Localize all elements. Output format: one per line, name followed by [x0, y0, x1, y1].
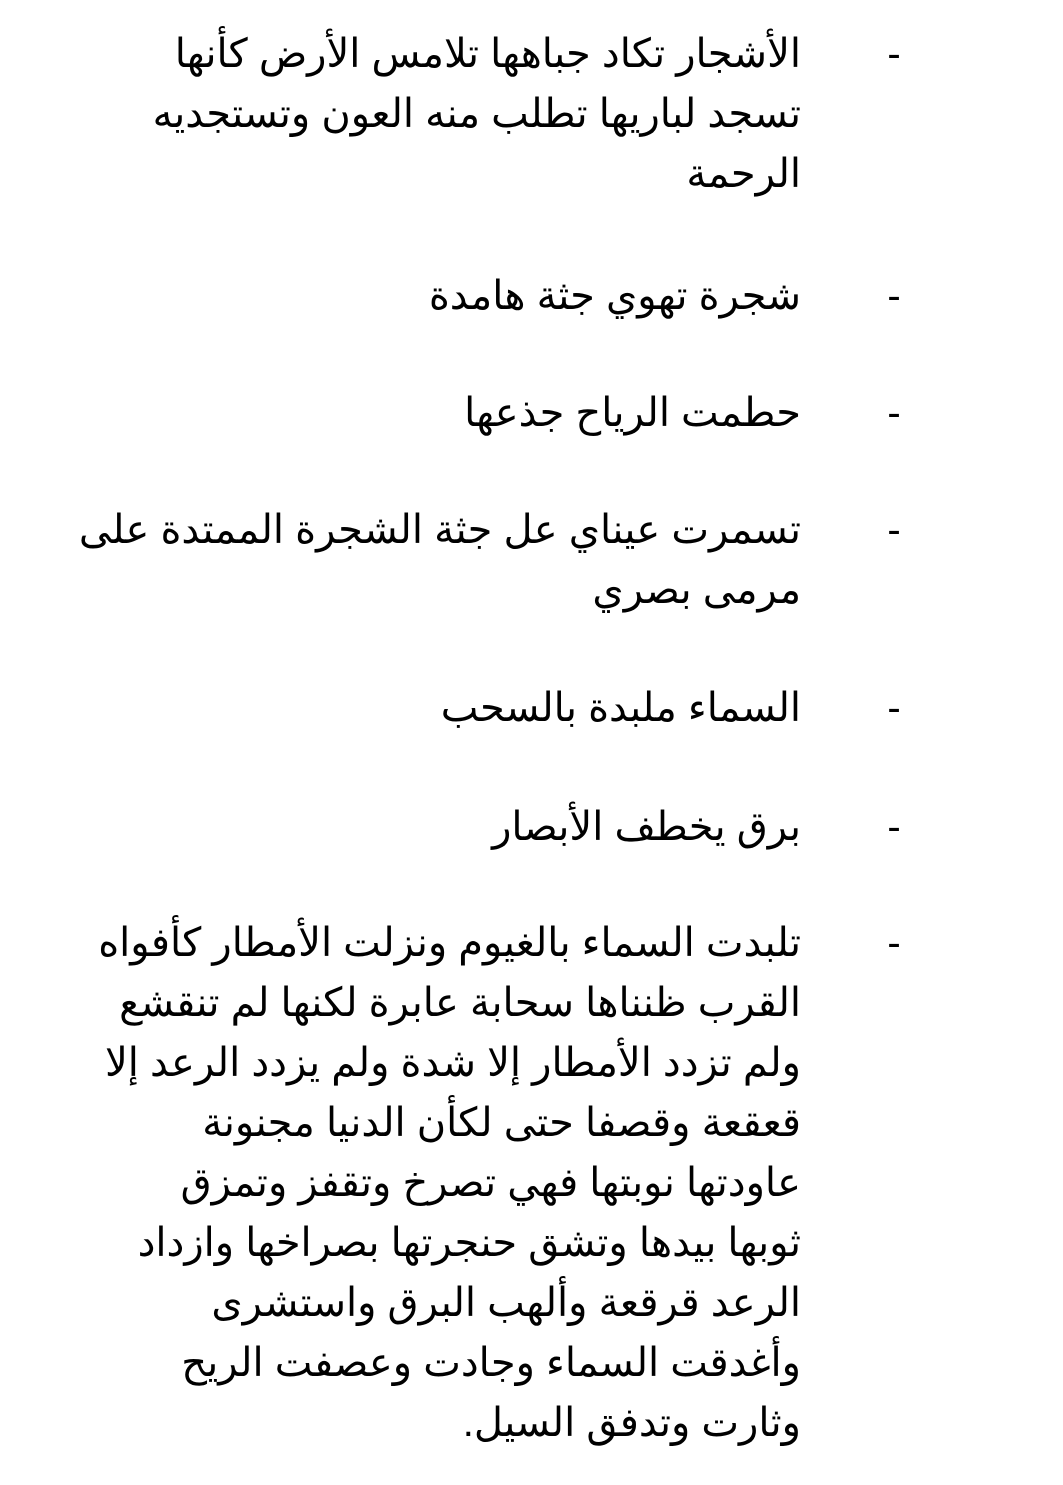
bullet-dash: -	[887, 921, 901, 965]
text-line: مرمى بصري	[592, 568, 801, 612]
text-line: شجرة تهوي جثة هامدة	[428, 274, 801, 318]
text-line: وأغدقت السماء وجادت وعصفت الريح	[181, 1341, 801, 1385]
list-item-text	[61, 24, 801, 204]
list-item-text	[61, 500, 801, 620]
text-line: ولم تزدد الأمطار إلا شدة ولم يزدد الرعد إلا	[104, 1041, 801, 1085]
text-line: تلبدت السماء بالغيوم ونزلت الأمطار كأفواه	[98, 921, 801, 965]
text-line: القرب ظنناها سحابة عابرة لكنها لم تنقشع	[119, 981, 801, 1025]
list-item-text	[61, 797, 801, 857]
bullet-dash: -	[887, 805, 901, 849]
list-item-text	[61, 678, 801, 738]
bullet-dash: -	[887, 508, 901, 552]
list-item-text	[61, 913, 801, 1453]
bullet-dash: -	[887, 391, 901, 435]
bullet-dash: -	[887, 686, 901, 730]
list-item-text	[61, 266, 801, 326]
text-line: تسمرت عيناي عل جثة الشجرة الممتدة على	[78, 508, 801, 552]
bullet-dash: -	[887, 274, 901, 318]
text-line: عاودتها نوبتها فهي تصرخ وتقفز وتمزق	[180, 1161, 801, 1205]
text-line: برق يخطف الأبصار	[492, 805, 801, 849]
text-line: الرحمة	[686, 152, 801, 196]
bullet-dash: -	[887, 32, 901, 76]
text-line: حطمت الرياح جذعها	[464, 391, 801, 435]
text-line: قعقعة وقصفا حتى لكأن الدنيا مجنونة	[202, 1101, 801, 1145]
text-line: ثوبها بيدها وتشق حنجرتها بصراخها وازداد	[137, 1221, 801, 1265]
text-line: الأشجار تكاد جباهها تلامس الأرض كأنها	[174, 32, 801, 76]
text-line: الرعد قرقعة وألهب البرق واستشرى	[211, 1281, 801, 1325]
text-line: وثارت وتدفق السيل.	[462, 1401, 801, 1445]
list-item-text	[61, 383, 801, 443]
text-line: تسجد لباريها تطلب منه العون وتستجديه	[152, 92, 801, 136]
text-line: السماء ملبدة بالسحب	[440, 686, 801, 730]
